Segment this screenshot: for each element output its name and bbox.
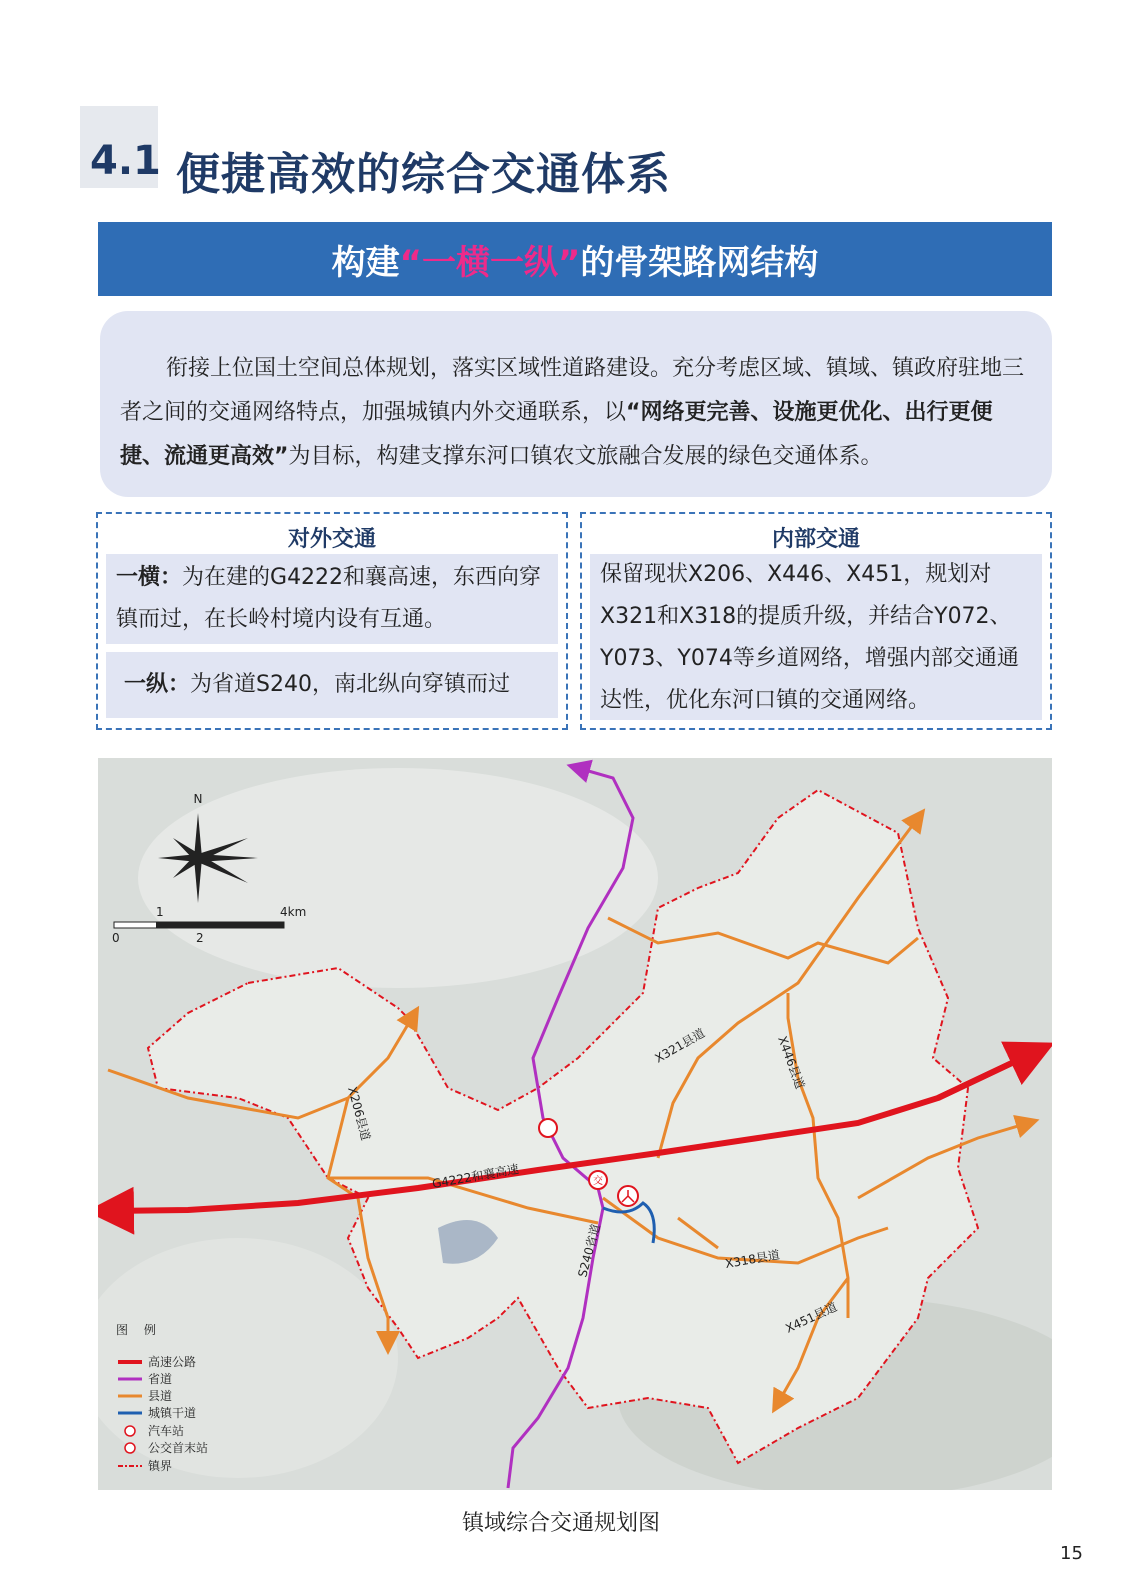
internal-traffic-heading: 内部交通 <box>771 527 860 552</box>
legend-bus-terminal: 公交首末站 <box>148 1441 209 1455</box>
legend-county: 县道 <box>148 1389 173 1403</box>
compass-north: N <box>193 792 203 806</box>
svg-text:交: 交 <box>593 1176 603 1187</box>
legend-bus-terminal-icon <box>125 1443 135 1453</box>
traffic-plan-map <box>98 758 1052 1490</box>
banner-prefix: 构建 <box>331 242 400 283</box>
horizontal-axis-item <box>106 554 558 644</box>
intro-box <box>100 311 1052 497</box>
label-x318: X318县道 <box>724 1247 781 1271</box>
subtitle-banner <box>98 222 1052 296</box>
intro-text-b: 为目标，构建支撑东河口镇农文旅融合发展的绿色交通体系。 <box>288 444 883 469</box>
vertical-axis-text: 为省道S240，南北纵向穿镇而过 <box>190 672 510 697</box>
vertical-axis-item <box>106 652 558 718</box>
page-number: 15 <box>1060 1543 1083 1564</box>
scale-4km: 4km <box>280 905 307 919</box>
legend-boundary: 镇界 <box>148 1459 173 1473</box>
external-traffic-heading: 对外交通 <box>287 527 376 552</box>
horizontal-axis-text: 为在建的G4222和襄高速，东西向穿镇而过，在长岭村境内设有互通。 <box>116 565 542 632</box>
label-x206: X206县道 <box>345 1085 373 1143</box>
internal-traffic-text: 保留现状X206、X446、X451，规划对X321和X318的提质升级，并结合Y072、Y073、Y074等乡道网络，增强内部交通通达性，优化东河口镇的交通网络。 <box>590 554 1042 720</box>
legend-bus-station-icon <box>125 1426 135 1436</box>
intro-text-a: 衔接上位国土空间总体规划，落实区域性道路建设。充分考虑区域、镇域、镇政府驻地三者之间的交通网络特点，加强城镇内外交通联系，以 <box>120 356 1025 425</box>
legend-town-arterial: 城镇干道 <box>148 1406 197 1420</box>
label-g4222: G4222和襄高速 <box>431 1161 521 1191</box>
label-x451: X451县道 <box>783 1299 840 1336</box>
label-s240: S240省道 <box>575 1222 604 1279</box>
banner-highlight: “一横一纵” <box>399 242 581 283</box>
internal-traffic-panel <box>580 512 1052 730</box>
vertical-axis-label: 一纵： <box>124 672 191 697</box>
label-x321: X321县道 <box>652 1025 708 1066</box>
map-svg <box>98 758 1052 1490</box>
legend-bus-station: 汽车站 <box>148 1424 185 1438</box>
section-number: 4.1 <box>90 138 161 184</box>
scale-0: 0 <box>112 931 120 945</box>
external-traffic-panel <box>96 512 568 730</box>
legend-title: 图 例 <box>116 1323 162 1337</box>
intro-bold-goals: “网络更完善、设施更优化、出行更便捷、流通更高效” <box>120 400 993 469</box>
section-title: 便捷高效的综合交通体系 <box>176 149 671 200</box>
banner-suffix: 的骨架路网结构 <box>580 242 819 283</box>
scale-1: 1 <box>156 905 164 919</box>
horizontal-axis-label: 一横： <box>116 565 183 590</box>
interchange-node <box>539 1119 557 1137</box>
legend-highway: 高速公路 <box>148 1355 197 1369</box>
label-x446: X446县道 <box>775 1034 808 1091</box>
scale-2: 2 <box>196 931 204 945</box>
map-caption: 镇域综合交通规划图 <box>461 1511 660 1536</box>
intro-paragraph <box>120 347 1028 479</box>
legend-provincial: 省道 <box>148 1372 173 1386</box>
